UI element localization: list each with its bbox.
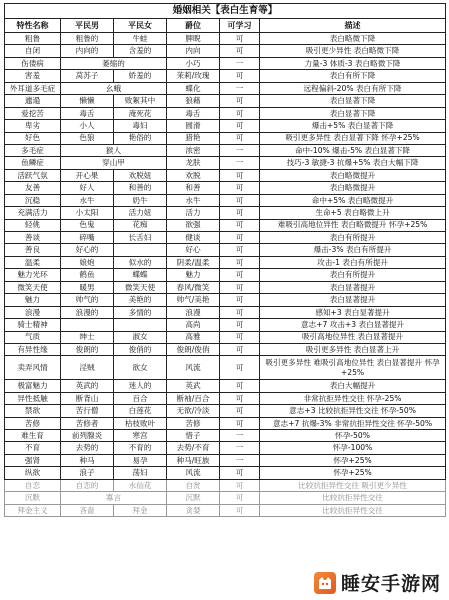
noble-title-cell: 帅气/美艳 (167, 294, 220, 306)
commoner-male-cell: 懒懒 (61, 95, 114, 107)
trait-name-cell: 卖弄风情 (5, 356, 61, 380)
commoner-female-cell: 和善的 (114, 182, 167, 194)
table-row (5, 467, 446, 479)
description-cell: 表白有所下降 (260, 70, 446, 82)
column-header: 爵位 (167, 19, 220, 33)
table-row (5, 207, 446, 219)
description-cell: 表白显著下降 (260, 107, 446, 119)
noble-title-cell: 和善 (167, 182, 220, 194)
description-cell: 吸引更少异性 表白略微下降 (260, 45, 446, 57)
column-header: 平民女 (114, 19, 167, 33)
description-cell: 攻击-1 表白有所提升 (260, 256, 446, 268)
description-cell: 表白显著提升 (260, 281, 446, 293)
noble-title-cell: 蝶化 (167, 82, 220, 94)
learnable-cell: 一 (220, 430, 260, 442)
trait-name-cell: 禁欲 (5, 405, 61, 417)
table-row (5, 45, 446, 57)
commoner-male-cell: 莴苏子 (61, 70, 114, 82)
trait-name-cell: 伤偻病 (5, 57, 61, 69)
commoner-female-cell: 美艳的 (114, 294, 167, 306)
header-row (5, 19, 446, 33)
learnable-cell: 一 (220, 144, 260, 156)
trait-name-cell: 粗鲁 (5, 33, 61, 45)
trait-name-cell: 极富魅力 (5, 380, 61, 392)
commoner-male-cell: 娘炮 (61, 256, 114, 268)
noble-title-cell: 断袖/百合 (167, 392, 220, 404)
noble-title-cell: 小巧 (167, 57, 220, 69)
noble-title-cell: 自赏 (167, 479, 220, 491)
description-cell: 技巧-3 敏捷-3 抗爆+5% 表白大幅下降 (260, 157, 446, 169)
commoner-female-cell: 淹死花 (114, 107, 167, 119)
table-row (5, 356, 446, 380)
commoner-female-cell: 多情的 (114, 306, 167, 318)
learnable-cell: 可 (220, 467, 260, 479)
commoner-male-cell: 好心的 (61, 244, 114, 256)
trait-name-cell: 魅力光环 (5, 269, 61, 281)
description-cell: 表白显著下降 (260, 95, 446, 107)
commoner-female-cell: 活力妞 (114, 207, 167, 219)
noble-title-cell: 龙肤 (167, 157, 220, 169)
trait-name-cell: 爱挖苦 (5, 107, 61, 119)
commoner-female-cell: 败絮其中 (114, 95, 167, 107)
learnable-cell: 可 (220, 294, 260, 306)
table-row (5, 132, 446, 144)
trait-name-cell: 强肾 (5, 454, 61, 466)
description-cell: 表白略微下降 (260, 33, 446, 45)
trait-name-cell: 充满活力 (5, 207, 61, 219)
trait-name-cell: 友善 (5, 182, 61, 194)
learnable-cell: 可 (220, 256, 260, 268)
commoner-male-cell: 猴人 (61, 144, 167, 156)
learnable-cell: 可 (220, 182, 260, 194)
commoner-female-cell: 俊俏的 (114, 343, 167, 355)
trait-name-cell: 魅力 (5, 294, 61, 306)
table-row (5, 294, 446, 306)
table-row (5, 380, 446, 392)
commoner-male-cell: 自恋的 (61, 479, 114, 491)
commoner-female-cell: 荡妇 (114, 467, 167, 479)
trait-name-cell: 邋遢 (5, 95, 61, 107)
commoner-male-cell (61, 319, 114, 331)
learnable-cell: 可 (220, 356, 260, 380)
noble-title-cell: 风流 (167, 467, 220, 479)
learnable-cell: 一 (220, 442, 260, 454)
commoner-female-cell: 毒妇 (114, 120, 167, 132)
trait-table-container (4, 3, 445, 517)
description-cell: 表白略微提升 (260, 169, 446, 181)
commoner-male-cell: 毒舌 (61, 107, 114, 119)
commoner-male-cell: 水牛 (61, 194, 114, 206)
learnable-cell: 可 (220, 219, 260, 231)
commoner-male-cell: 浪漫的 (61, 306, 114, 318)
learnable-cell: 可 (220, 70, 260, 82)
description-cell: 意志+7 攻击+3 表白显著提升 (260, 319, 446, 331)
table-row (5, 95, 446, 107)
commoner-female-cell: 艳俗的 (114, 132, 167, 144)
trait-name-cell: 微笑天使 (5, 281, 61, 293)
table-row (5, 169, 446, 181)
learnable-cell: 可 (220, 194, 260, 206)
trait-name-cell: 善良 (5, 244, 61, 256)
trait-name-cell: 沉稳 (5, 194, 61, 206)
trait-name-cell: 鱼鳞症 (5, 157, 61, 169)
commoner-female-cell: 寒宫 (114, 430, 167, 442)
commoner-female-cell: 迷人的 (114, 380, 167, 392)
noble-title-cell: 浓密 (167, 144, 220, 156)
learnable-cell: 可 (220, 306, 260, 318)
description-cell: 吸引更多异性 难吸引高地位异性 表白显著提升 怀孕+25% (260, 356, 446, 380)
noble-title-cell: 内向 (167, 45, 220, 57)
learnable-cell: 可 (220, 120, 260, 132)
commoner-male-cell: 吝啬 (61, 504, 114, 516)
trait-name-cell: 卑劣 (5, 120, 61, 132)
learnable-cell: 一 (220, 454, 260, 466)
noble-title-cell: 沉默 (167, 492, 220, 504)
table-body (5, 33, 446, 517)
description-cell: 怀孕+25% (260, 467, 446, 479)
trait-name-cell: 自闭 (5, 45, 61, 57)
noble-title-cell: 脾睨 (167, 33, 220, 45)
table-row (5, 57, 446, 69)
description-cell: 表白有所提升 (260, 232, 446, 244)
description-cell: 远程偏斜-20% 表白有所下降 (260, 82, 446, 94)
commoner-female-cell: 欲女 (114, 356, 167, 380)
description-cell: 怀孕-50% (260, 430, 446, 442)
commoner-male-cell: 寡言 (61, 492, 167, 504)
table-row (5, 33, 446, 45)
description-cell: 命中-10% 爆击-5% 表白显著下降 (260, 144, 446, 156)
commoner-male-cell: 小太阳 (61, 207, 114, 219)
table-row (5, 182, 446, 194)
trait-name-cell: 多毛症 (5, 144, 61, 156)
commoner-female-cell: 不育的 (114, 442, 167, 454)
commoner-female-cell: 娇羞的 (114, 70, 167, 82)
trait-name-cell: 自恋 (5, 479, 61, 491)
learnable-cell: 可 (220, 269, 260, 281)
learnable-cell: 一 (220, 57, 260, 69)
commoner-male-cell: 俊朗的 (61, 343, 114, 355)
table-row (5, 144, 446, 156)
table-row (5, 256, 446, 268)
description-cell: 命中+5% 表白略微提升 (260, 194, 446, 206)
trait-name-cell: 有异性缘 (5, 343, 61, 355)
commoner-male-cell: 种马 (61, 454, 114, 466)
commoner-male-cell: 绅士 (61, 331, 114, 343)
noble-title-cell: 猎艳 (167, 132, 220, 144)
description-cell: 感知+3 表白显著提升 (260, 306, 446, 318)
learnable-cell: 可 (220, 33, 260, 45)
trait-name-cell: 沉默 (5, 492, 61, 504)
trait-name-cell: 轻佻 (5, 219, 61, 231)
description-cell: 怀孕+25% (260, 454, 446, 466)
commoner-male-cell: 粗鲁的 (61, 33, 114, 45)
noble-title-cell: 健谈 (167, 232, 220, 244)
table-row (5, 442, 446, 454)
learnable-cell: 可 (220, 479, 260, 491)
commoner-male-cell: 淫贼 (61, 356, 114, 380)
description-cell: 非常抗拒异性交往 怀孕-25% (260, 392, 446, 404)
description-cell: 怀孕-100% (260, 442, 446, 454)
noble-title-cell: 水牛 (167, 194, 220, 206)
column-header: 平民男 (61, 19, 114, 33)
commoner-male-cell: 苦行僧 (61, 405, 114, 417)
learnable-cell: 可 (220, 405, 260, 417)
commoner-male-cell: 色鬼 (61, 219, 114, 231)
commoner-male-cell: 内向的 (61, 45, 114, 57)
table-row (5, 392, 446, 404)
description-cell: 比较抗拒异性交往 (260, 492, 446, 504)
noble-title-cell: 活力 (167, 207, 220, 219)
noble-title-cell: 去势/不育 (167, 442, 220, 454)
trait-name-cell: 好色 (5, 132, 61, 144)
learnable-cell: 可 (220, 232, 260, 244)
description-cell: 爆击-3% 表白有所提升 (260, 244, 446, 256)
commoner-female-cell: 白莲花 (114, 405, 167, 417)
commoner-female-cell: 微笑天使 (114, 281, 167, 293)
learnable-cell: 可 (220, 392, 260, 404)
noble-title-cell: 风流 (167, 356, 220, 380)
noble-title-cell: 阴柔/温柔 (167, 256, 220, 268)
description-cell: 吸引更多异性 表白显著上升 (260, 343, 446, 355)
table-row (5, 430, 446, 442)
commoner-male-cell: 幺蛾 (61, 82, 167, 94)
table-row (5, 107, 446, 119)
table-row (5, 492, 446, 504)
column-header: 特性名称 (5, 19, 61, 33)
noble-title-cell: 俊朗/俊俏 (167, 343, 220, 355)
description-cell: 意志+7 抗爆-3% 非常抗拒异性交往 怀孕-50% (260, 417, 446, 429)
learnable-cell: 可 (220, 244, 260, 256)
column-header: 描述 (260, 19, 446, 33)
trait-name-cell: 活跃气氛 (5, 169, 61, 181)
description-cell: 力量-3 体质-3 表白略微下降 (260, 57, 446, 69)
commoner-female-cell: 易孕 (114, 454, 167, 466)
watermark (314, 569, 443, 596)
noble-title-cell: 惜子 (167, 430, 220, 442)
learnable-cell: 可 (220, 492, 260, 504)
learnable-cell: 可 (220, 132, 260, 144)
table-row (5, 504, 446, 516)
learnable-cell: 可 (220, 107, 260, 119)
description-cell: 表白略微提升 (260, 182, 446, 194)
table-row (5, 281, 446, 293)
table-row (5, 319, 446, 331)
learnable-cell: 可 (220, 95, 260, 107)
description-cell: 表白显著提升 (260, 294, 446, 306)
commoner-male-cell: 去势的 (61, 442, 114, 454)
noble-title-cell: 高尚 (167, 319, 220, 331)
cat-logo-icon (314, 572, 336, 594)
learnable-cell: 一 (220, 157, 260, 169)
table-row (5, 120, 446, 132)
noble-title-cell: 贪婪 (167, 504, 220, 516)
noble-title-cell: 茉莉/玫瑰 (167, 70, 220, 82)
commoner-male-cell: 苦修者 (61, 417, 114, 429)
commoner-female-cell (114, 319, 167, 331)
commoner-male-cell: 好人 (61, 182, 114, 194)
table-row (5, 70, 446, 82)
noble-title-cell: 高雅 (167, 331, 220, 343)
description-cell: 难吸引高地位异性 表白略微提升 怀孕+25% (260, 219, 446, 231)
trait-name-cell: 难生育 (5, 430, 61, 442)
noble-title-cell: 春风/微笑 (167, 281, 220, 293)
table-row (5, 194, 446, 206)
commoner-female-cell: 蝶蝶 (114, 269, 167, 281)
noble-title-cell: 毒舌 (167, 107, 220, 119)
noble-title-cell: 好心 (167, 244, 220, 256)
commoner-female-cell (114, 244, 167, 256)
commoner-male-cell: 鹤鱼 (61, 269, 114, 281)
description-cell: 比较抗拒异性交往 吸引更少异性 (260, 479, 446, 491)
commoner-female-cell: 拜金 (114, 504, 167, 516)
table-row (5, 331, 446, 343)
commoner-male-cell: 色狼 (61, 132, 114, 144)
commoner-female-cell: 淑女 (114, 331, 167, 343)
commoner-female-cell: 似水的 (114, 256, 167, 268)
noble-title-cell: 欢脱 (167, 169, 220, 181)
learnable-cell: 可 (220, 169, 260, 181)
noble-title-cell: 浪漫 (167, 306, 220, 318)
trait-name-cell: 拜金主义 (5, 504, 61, 516)
commoner-male-cell: 小人 (61, 120, 114, 132)
noble-title-cell: 英武 (167, 380, 220, 392)
trait-name-cell: 外耳道多毛症 (5, 82, 61, 94)
watermark-text: 睡安手游网 (339, 569, 443, 596)
commoner-female-cell: 百合 (114, 392, 167, 404)
commoner-female-cell: 花痴 (114, 219, 167, 231)
commoner-male-cell: 碎嘴 (61, 232, 114, 244)
table-row (5, 244, 446, 256)
learnable-cell: 可 (220, 281, 260, 293)
description-cell: 吸引高地位异性 表白显著提升 (260, 331, 446, 343)
commoner-male-cell: 穿山甲 (61, 157, 167, 169)
learnable-cell: 可 (220, 343, 260, 355)
trait-name-cell: 气质 (5, 331, 61, 343)
commoner-female-cell: 牛蛙 (114, 33, 167, 45)
trait-name-cell: 害羞 (5, 70, 61, 82)
table-row (5, 343, 446, 355)
trait-name-cell: 纵欲 (5, 467, 61, 479)
trait-name-cell: 浪漫 (5, 306, 61, 318)
commoner-male-cell: 萎缩的 (61, 57, 167, 69)
commoner-male-cell: 帅气的 (61, 294, 114, 306)
table-row (5, 219, 446, 231)
table-row (5, 157, 446, 169)
trait-name-cell: 善谈 (5, 232, 61, 244)
noble-title-cell: 圆滑 (167, 120, 220, 132)
table-row (5, 454, 446, 466)
description-cell: 爆击+5% 表白显著下降 (260, 120, 446, 132)
noble-title-cell: 欲强 (167, 219, 220, 231)
learnable-cell: 可 (220, 45, 260, 57)
noble-title-cell: 无欲/冷淡 (167, 405, 220, 417)
learnable-cell: 可 (220, 331, 260, 343)
commoner-female-cell: 含羞的 (114, 45, 167, 57)
table-row (5, 82, 446, 94)
trait-name-cell: 异性抵触 (5, 392, 61, 404)
noble-title-cell: 种马/旺族 (167, 454, 220, 466)
commoner-female-cell: 水仙花 (114, 479, 167, 491)
description-cell: 吸引更多异性 表白显著下降 怀孕+25% (260, 132, 446, 144)
trait-name-cell: 骑士精神 (5, 319, 61, 331)
commoner-male-cell: 英武的 (61, 380, 114, 392)
description-cell: 表白有所提升 (260, 269, 446, 281)
learnable-cell: 可 (220, 319, 260, 331)
trait-name-cell: 不育 (5, 442, 61, 454)
noble-title-cell: 狼藉 (167, 95, 220, 107)
commoner-male-cell: 暖男 (61, 281, 114, 293)
table-title: 婚姻相关【表白生育等】 (5, 4, 446, 19)
table-row (5, 306, 446, 318)
commoner-female-cell: 奶牛 (114, 194, 167, 206)
commoner-female-cell: 长舌妇 (114, 232, 167, 244)
commoner-male-cell: 断背山 (61, 392, 114, 404)
trait-name-cell: 温柔 (5, 256, 61, 268)
description-cell: 生命+5 表白略微上升 (260, 207, 446, 219)
learnable-cell: 可 (220, 380, 260, 392)
learnable-cell: 可 (220, 504, 260, 516)
description-cell: 比较抗拒异性交往 (260, 504, 446, 516)
table-row (5, 479, 446, 491)
table-row (5, 269, 446, 281)
trait-table (4, 3, 446, 517)
commoner-male-cell: 前列腺炎 (61, 430, 114, 442)
commoner-female-cell: 欢脱妞 (114, 169, 167, 181)
noble-title-cell: 苦修 (167, 417, 220, 429)
commoner-male-cell: 开心果 (61, 169, 114, 181)
commoner-female-cell: 枯枝败叶 (114, 417, 167, 429)
description-cell: 意志+3 比较抗拒异性交往 怀孕-50% (260, 405, 446, 417)
commoner-male-cell: 浪子 (61, 467, 114, 479)
description-cell: 表白大幅提升 (260, 380, 446, 392)
noble-title-cell: 魅力 (167, 269, 220, 281)
learnable-cell: 可 (220, 207, 260, 219)
table-row (5, 417, 446, 429)
table-row (5, 232, 446, 244)
learnable-cell: 一 (220, 82, 260, 94)
table-row (5, 405, 446, 417)
column-header: 可学习 (220, 19, 260, 33)
learnable-cell: 可 (220, 417, 260, 429)
trait-name-cell: 苦修 (5, 417, 61, 429)
